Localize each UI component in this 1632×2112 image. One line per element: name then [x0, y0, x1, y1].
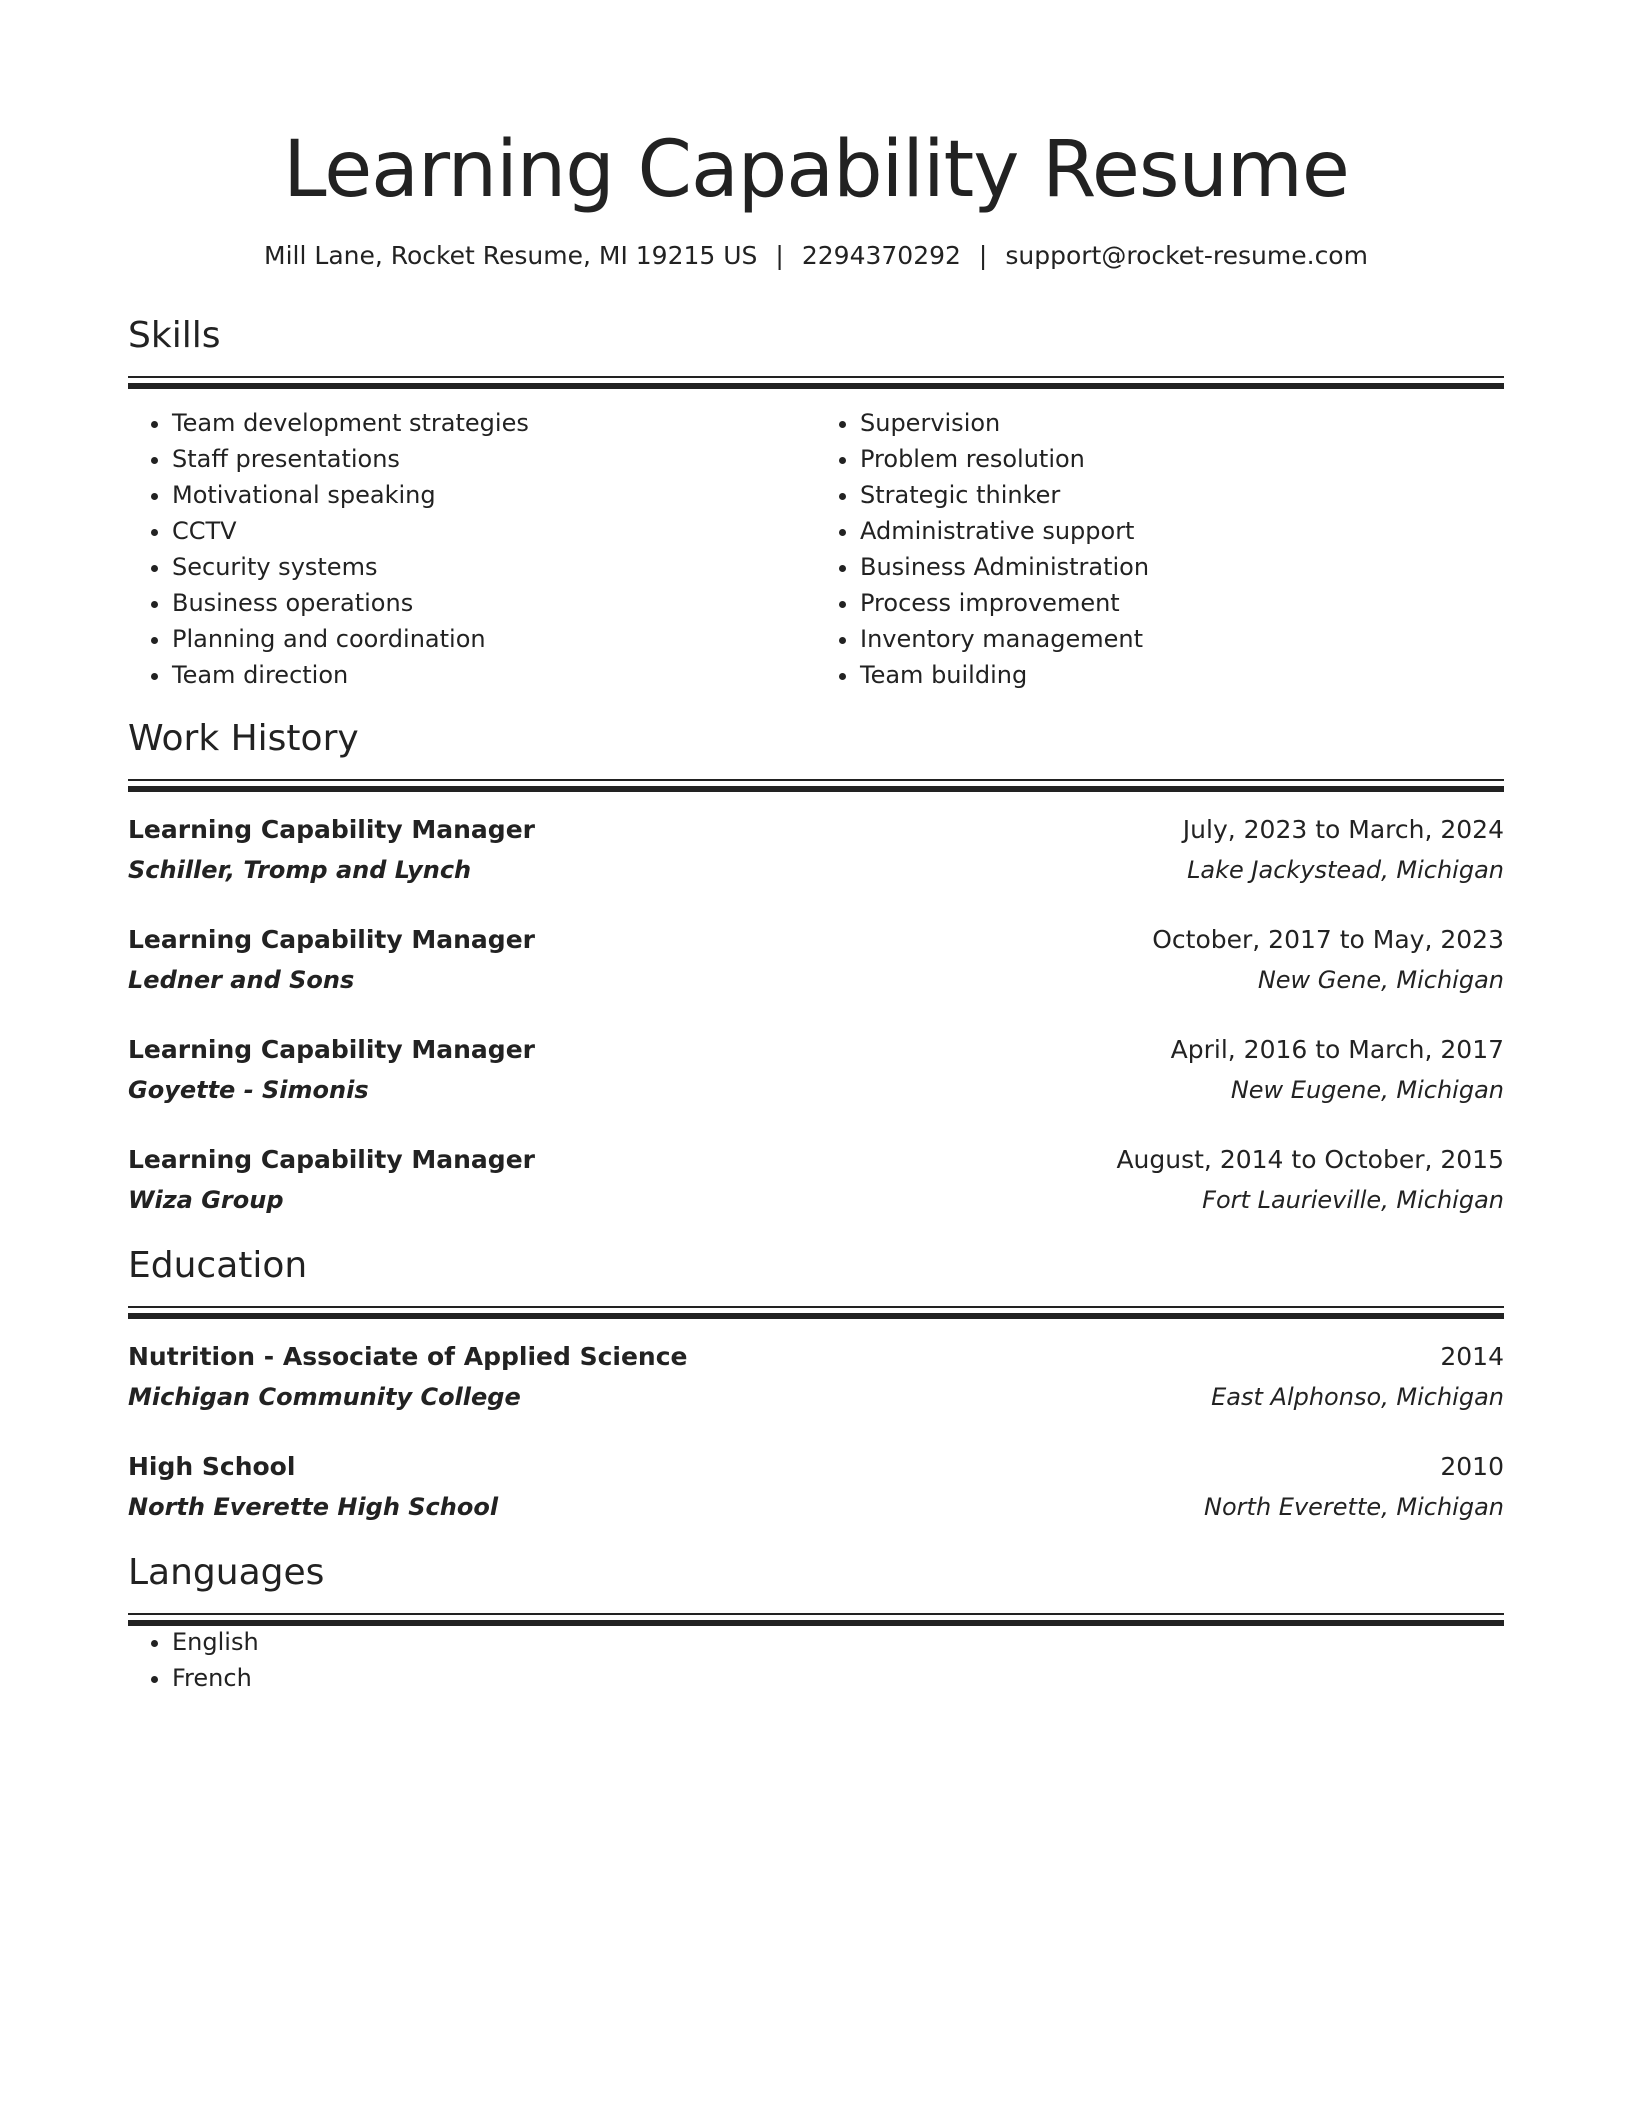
employer-name: Goyette - Simonis [128, 1076, 369, 1104]
entry-row-bottom [128, 960, 1504, 1000]
contact-address: Mill Lane, Rocket Resume, MI 19215 US [264, 241, 758, 270]
section-divider [128, 1306, 1504, 1317]
contact-separator: | [775, 241, 784, 270]
job-title: Learning Capability Manager [128, 925, 535, 954]
school-name: North Everette High School [128, 1493, 499, 1521]
school-location: East Alphonso, Michigan [1211, 1383, 1504, 1411]
skill-item: • Inventory management [860, 621, 1504, 657]
skill-item: • Planning and coordination [172, 621, 816, 657]
job-dates: August, 2014 to October, 2015 [1116, 1145, 1504, 1174]
skill-item: • Business Administration [860, 549, 1504, 585]
skill-item: • Business operations [172, 585, 816, 621]
contact-line [128, 238, 1504, 274]
school-name: Michigan Community College [128, 1383, 521, 1411]
job-location: New Eugene, Michigan [1230, 1076, 1504, 1104]
skill-item: • Motivational speaking [172, 477, 816, 513]
contact-email[interactable]: support@rocket-resume.com [1005, 241, 1368, 270]
skill-item: • Team development strategies [172, 405, 816, 441]
entry-row-top [128, 1030, 1504, 1070]
graduation-year: 2010 [1440, 1452, 1504, 1481]
skills-column-left [128, 405, 816, 693]
skill-item: • Administrative support [860, 513, 1504, 549]
school-location: North Everette, Michigan [1204, 1493, 1504, 1521]
section-heading-education: Education [128, 1245, 308, 1286]
education-entry [128, 1447, 1504, 1527]
contact-phone: 2294370292 [801, 241, 961, 270]
languages-section [128, 1549, 1504, 1696]
section-heading-languages: Languages [128, 1552, 325, 1593]
entry-row-bottom [128, 850, 1504, 890]
skill-item: • Staff presentations [172, 441, 816, 477]
skill-item: • Security systems [172, 549, 816, 585]
section-heading-work-history: Work History [128, 718, 359, 759]
section-divider [128, 1613, 1504, 1624]
degree-title: High School [128, 1452, 296, 1481]
skills-section [128, 312, 1504, 693]
job-location: Fort Laurieville, Michigan [1202, 1186, 1504, 1214]
contact-separator: | [978, 241, 988, 270]
job-dates: April, 2016 to March, 2017 [1170, 1035, 1504, 1064]
language-item: • English [172, 1624, 1504, 1660]
skills-columns [128, 405, 1504, 693]
work-history-section [128, 715, 1504, 1220]
entry-row-bottom [128, 1487, 1504, 1527]
entry-row-top [128, 1140, 1504, 1180]
skill-item: • Team direction [172, 657, 816, 693]
job-title: Learning Capability Manager [128, 1145, 535, 1174]
section-heading-skills: Skills [128, 315, 221, 356]
language-item: • French [172, 1660, 1504, 1696]
skill-item: • CCTV [172, 513, 816, 549]
skill-item: • Team building [860, 657, 1504, 693]
employer-name: Wiza Group [128, 1186, 284, 1214]
entry-row-top [128, 810, 1504, 850]
work-entries [128, 810, 1504, 1220]
employer-name: Schiller, Tromp and Lynch [128, 856, 472, 884]
job-title: Learning Capability Manager [128, 815, 535, 844]
job-dates: July, 2023 to March, 2024 [1182, 815, 1504, 844]
graduation-year: 2014 [1440, 1342, 1504, 1371]
entry-row-bottom [128, 1070, 1504, 1110]
entry-row-bottom [128, 1377, 1504, 1417]
skill-item: • Strategic thinker [860, 477, 1504, 513]
employer-name: Ledner and Sons [128, 966, 355, 994]
skills-list-left [172, 405, 816, 693]
job-location: Lake Jackystead, Michigan [1187, 856, 1504, 884]
education-entries [128, 1337, 1504, 1527]
work-entry [128, 920, 1504, 1000]
education-entry [128, 1337, 1504, 1417]
job-dates: October, 2017 to May, 2023 [1152, 925, 1504, 954]
skills-list-right [860, 405, 1504, 693]
skill-item: • Supervision [860, 405, 1504, 441]
job-location: New Gene, Michigan [1257, 966, 1504, 994]
entry-row-bottom [128, 1180, 1504, 1220]
skill-item: • Problem resolution [860, 441, 1504, 477]
languages-list [128, 1624, 1504, 1696]
entry-row-top [128, 1337, 1504, 1377]
skills-column-right [816, 405, 1504, 693]
education-section [128, 1242, 1504, 1527]
work-entry [128, 1030, 1504, 1110]
resume-title: Learning Capability Resume [283, 125, 1349, 215]
entry-row-top [128, 920, 1504, 960]
degree-title: Nutrition - Associate of Applied Science [128, 1342, 688, 1371]
work-entry [128, 1140, 1504, 1220]
entry-row-top [128, 1447, 1504, 1487]
section-divider [128, 376, 1504, 387]
section-divider [128, 779, 1504, 790]
skill-item: • Process improvement [860, 585, 1504, 621]
work-entry [128, 810, 1504, 890]
job-title: Learning Capability Manager [128, 1035, 535, 1064]
